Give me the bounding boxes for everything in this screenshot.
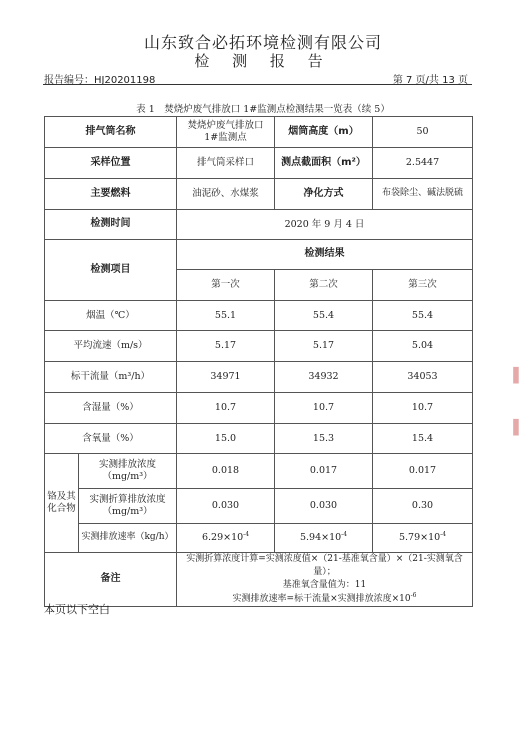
note-text: 实测排放速率=标干流量×实测排放浓度×10 [232,594,411,605]
table-row [45,454,473,489]
cell-value: 0.030 [177,489,275,524]
purification-label: 净化方式 [275,179,373,210]
cell-value: 0.030 [275,489,373,524]
report-number: 报告编号：HJ20201198 [44,75,156,86]
cell-value: 55.4 [373,301,473,331]
notes-label: 备注 [45,553,177,607]
cell-value: 10.7 [275,393,373,424]
cell-exponent: -4 [440,531,447,539]
seal-edge-mark: ▌ [513,420,524,436]
note-line: 基准氧含量值为：11 [282,580,367,591]
cell-value: 34932 [275,362,373,393]
cell-value: 0.018 [177,454,275,489]
cell-value: 5.17 [275,331,373,362]
group-label-line2: 化合物 [47,503,76,514]
table-row [45,524,473,553]
cell-value: 0.30 [373,489,473,524]
table-row [45,117,473,148]
results-table [44,116,473,607]
seal-edge-mark: ▌ [513,368,524,384]
cross-section-label: 测点截面积（m²） [275,148,373,179]
cell-value: 34971 [177,362,275,393]
run-2-header: 第二次 [275,270,373,301]
group-label [45,454,79,553]
cell-value: 15.0 [177,424,275,454]
sub-row-label [79,454,177,489]
cell-value: 0.017 [275,454,373,489]
cell-mantissa: 5.79×10 [398,532,441,544]
row-label: 平均流速（m/s） [45,331,177,362]
purification-value: 布袋除尘、碱法脱硫 [373,179,473,210]
test-time-value: 2020 年 9 月 4 日 [177,210,473,240]
table-row [45,240,473,270]
cell-exponent: -4 [341,531,348,539]
sub-row-label-line2: （mg/m³） [102,471,153,482]
table-caption: 表 1 焚烧炉废气排放口 1#监测点检测结果一览表（续 5） [136,104,390,115]
results-label: 检测结果 [177,240,473,270]
cell-value [177,524,275,553]
page-indicator: 第 7 页/共 13 页 [392,75,468,86]
test-time-label: 检测时间 [45,210,177,240]
cell-value [275,524,373,553]
sampling-position-label: 采样位置 [45,148,177,179]
table-row [45,179,473,210]
stack-name-label: 排气筒名称 [45,117,177,148]
cell-mantissa: 6.29×10 [201,532,244,544]
stack-name-line1: 焚烧炉废气排放口 [187,120,264,132]
cell-value: 15.3 [275,424,373,454]
note-line: 实测折算浓度计算=实测浓度值×（21-基准氧含量）×（21-实测氧含量）； [186,554,463,578]
table-row [45,331,473,362]
sub-row-label-line1: 实测折算排放浓度 [89,494,166,506]
row-label: 含氧量（%） [45,424,177,454]
cell-value [373,524,473,553]
table-row [45,148,473,179]
row-label: 含湿量（%） [45,393,177,424]
run-3-header: 第三次 [373,270,473,301]
run-1-header: 第一次 [177,270,275,301]
header-divider [43,84,472,85]
note-line [179,592,470,606]
table-row [45,362,473,393]
cell-value: 5.17 [177,331,275,362]
cell-value: 34053 [373,362,473,393]
table-row [45,210,473,240]
cross-section-value: 2.5447 [373,148,473,179]
table-row [45,553,473,607]
cell-value: 5.04 [373,331,473,362]
blank-below-notice: 本页以下空白 [44,603,110,616]
group-label-line1: 铬及其 [47,491,76,503]
main-fuel-label: 主要燃料 [45,179,177,210]
sub-row-label [79,489,177,524]
stack-height-value: 50 [373,117,473,148]
table-row [45,489,473,524]
cell-mantissa: 5.94×10 [299,532,342,544]
cell-value: 10.7 [177,393,275,424]
sub-row-label-line2: （mg/m³） [102,506,153,517]
cell-value: 15.4 [373,424,473,454]
table-row [45,393,473,424]
table-row [45,424,473,454]
sampling-position-value: 排气筒采样口 [177,148,275,179]
items-label: 检测项目 [45,240,177,301]
cell-value: 0.017 [373,454,473,489]
main-fuel-value: 油泥砂、水煤浆 [177,179,275,210]
notes-content [177,553,473,607]
company-name: 山东致合必拓环境检测有限公司 [143,33,382,52]
sub-row-label: 实测排放速率（kg/h） [79,524,177,553]
note-exponent: -6 [410,592,417,600]
stack-name-line2: 1#监测点 [204,132,247,143]
stack-name-value [177,117,275,148]
row-label: 烟温（℃） [45,301,177,331]
cell-value: 55.4 [275,301,373,331]
sub-row-label-line1: 实测排放浓度 [98,459,156,471]
row-label: 标干流量（m³/h） [45,362,177,393]
cell-value: 10.7 [373,393,473,424]
stack-height-label: 烟筒高度（m） [275,117,373,148]
table-row [45,301,473,331]
cell-exponent: -4 [243,531,250,539]
report-title: 检 测 报 告 [194,52,332,70]
cell-value: 55.1 [177,301,275,331]
